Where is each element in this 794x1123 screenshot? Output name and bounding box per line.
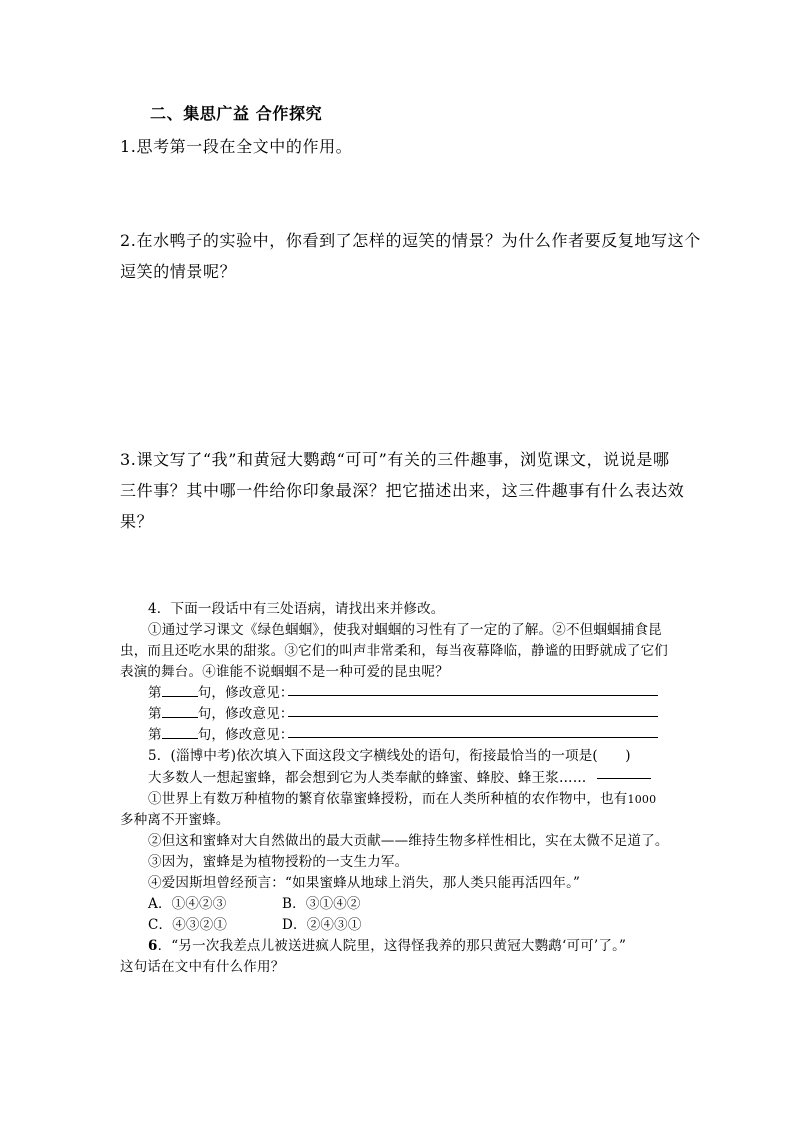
option-3: ③因为，蜜蜂是为植物授粉的一支生力军。 bbox=[148, 854, 409, 870]
revision-label: 句，修改意见： bbox=[197, 727, 294, 743]
question-4-line-2: 虫，而且还吃水果的甜浆。③它们的叫声非常柔和，每当夜幕降临，静谧的田野就成了它们 bbox=[120, 643, 668, 659]
question-4-title: 4．下面一段话中有三处语病，请找出来并修改。 bbox=[148, 601, 445, 617]
revision-answer-line-1[interactable] bbox=[288, 695, 658, 696]
choice-c[interactable]: C．④③②① bbox=[148, 917, 228, 933]
option-1-line-1 bbox=[148, 787, 656, 807]
revision-prefix: 第 bbox=[148, 685, 162, 701]
revision-answer-line-3[interactable] bbox=[288, 737, 658, 738]
section-title: 二、集思广益 合作探究 bbox=[150, 104, 323, 123]
sentence-number-blank[interactable] bbox=[162, 705, 198, 718]
question-5-title: 5．(淄博中考)依次填入下面这段文字横线处的语句，衔接最恰当的一项是( ) bbox=[148, 748, 631, 764]
revision-row-3 bbox=[148, 723, 294, 743]
question-6-number: 6 bbox=[148, 938, 158, 954]
choice-d[interactable]: D．②④③① bbox=[282, 917, 362, 933]
option-2: ②但这和蜜蜂对大自然做出的最大贡献——维持生物多样性相比，实在太微不足道了。 bbox=[148, 833, 669, 849]
option-1-text: ①世界上有数万种植物的繁育依靠蜜蜂授粉，而在人类所种植的农作物中，也有 bbox=[148, 791, 628, 807]
question-6-line-2: 这句话在文中有什么作用？ bbox=[120, 959, 285, 975]
question-6-text: ．“另一次我差点儿被送进疯人院里，这得怪我养的那只黄冠大鹦鹉‘可可’了。” bbox=[157, 938, 627, 954]
question-1: 1.思考第一段在全文中的作用。 bbox=[120, 137, 353, 156]
sentence-number-blank[interactable] bbox=[162, 684, 198, 697]
revision-row-1 bbox=[148, 681, 294, 701]
question-5-blank[interactable] bbox=[597, 778, 651, 779]
revision-label: 句，修改意见： bbox=[197, 685, 294, 701]
revision-prefix: 第 bbox=[148, 706, 162, 722]
option-1-line-2: 多种离不开蜜蜂。 bbox=[120, 812, 230, 828]
revision-label: 句，修改意见： bbox=[197, 706, 294, 722]
choice-b[interactable]: B．③①④② bbox=[282, 896, 361, 912]
question-3-line-3: 果？ bbox=[120, 512, 154, 531]
question-3-line-1: 3.课文写了“我”和黄冠大鹦鹉“可可”有关的三件趣事，浏览课文，说说是哪 bbox=[120, 450, 670, 469]
revision-prefix: 第 bbox=[148, 727, 162, 743]
question-6-line-1 bbox=[148, 934, 626, 954]
option-4: ④爱因斯坦曾经预言：“如果蜜蜂从地球上消失，那人类只能再活四年。” bbox=[148, 875, 581, 891]
question-3-line-2: 三件事？其中哪一件给你印象最深？把它描述出来，这三件趣事有什么表达效 bbox=[120, 481, 685, 500]
question-5-lead: 大多数人一想起蜜蜂，都会想到它为人类奉献的蜂蜜、蜂胶、蜂王浆…… bbox=[148, 770, 587, 786]
revision-row-2 bbox=[148, 702, 294, 722]
question-2-line-1: 2.在水鸭子的实验中，你看到了怎样的逗笑的情景？为什么作者要反复地写这个 bbox=[120, 231, 701, 250]
choice-a[interactable]: A．①④②③ bbox=[148, 896, 227, 912]
question-4-line-1: ①通过学习课文《绿色蝈蝈》，使我对蝈蝈的习性有了一定的了解。②不但蝈蝈捕食昆 bbox=[148, 622, 662, 638]
question-2-line-2: 逗笑的情景呢？ bbox=[120, 262, 237, 281]
question-4-line-3: 表演的舞台。④谁能不说蝈蝈不是一种可爱的昆虫呢？ bbox=[120, 664, 449, 680]
sentence-number-blank[interactable] bbox=[162, 726, 198, 739]
revision-answer-line-2[interactable] bbox=[288, 716, 658, 717]
option-1-number: 1000 bbox=[627, 793, 657, 806]
